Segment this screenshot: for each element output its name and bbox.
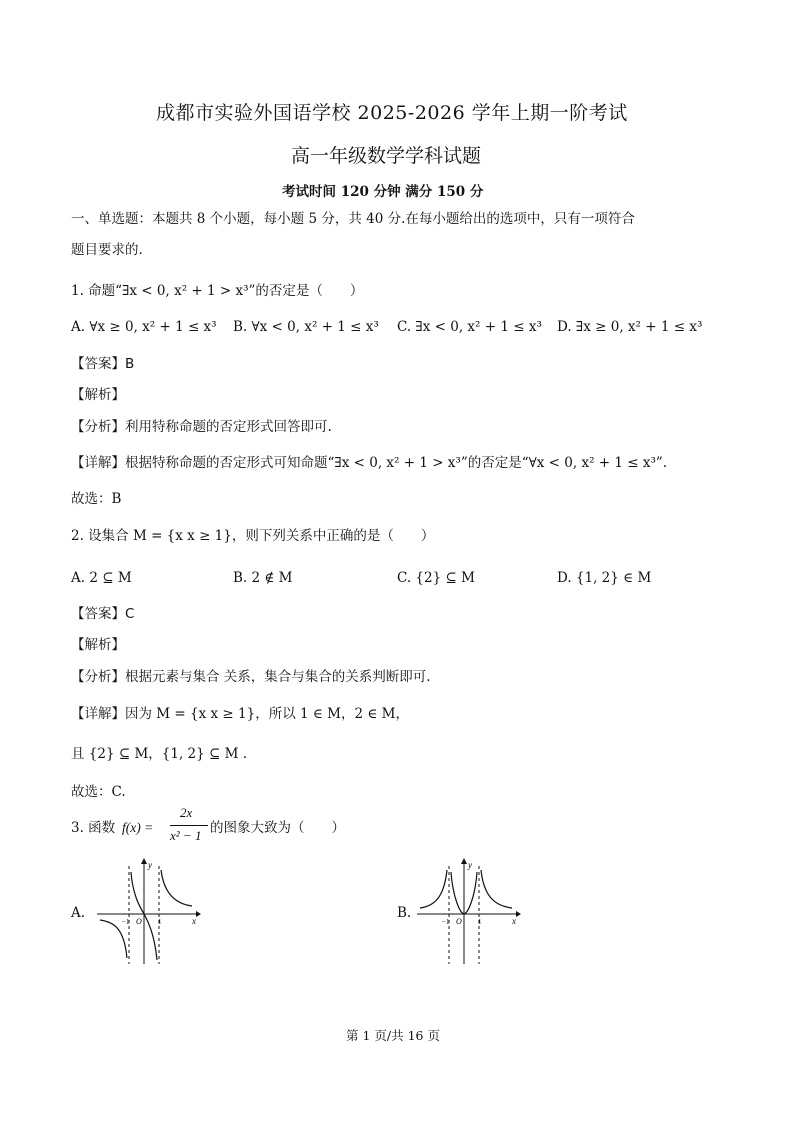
q3-graph-b-tick-pos: 1: [478, 918, 482, 926]
q1-fenxi: 【分析】利用特称命题的否定形式回答即可.: [71, 419, 332, 435]
q3-numerator: 2x: [180, 805, 193, 820]
q3-graph-a-tick-neg: −1: [122, 918, 130, 926]
q2-option-b: B. 2 ∉ M: [233, 570, 293, 586]
q3-graph-b: [412, 858, 522, 968]
section-heading-line1: 一、单选题：本题共 8 个小题，每小题 5 分，共 40 分.在每小题给出的选项中，只有一项符合: [71, 211, 635, 227]
q3-stem-prefix: 3. 函数: [71, 820, 116, 836]
q2-stem: 2. 设集合 M = {x x ≥ 1}，则下列关系中正确的是（ ）: [71, 528, 435, 544]
q1-choose: 故选：B: [71, 491, 122, 507]
q1-stem: 1. 命题“∃x < 0, x² + 1 > x³”的否定是（ ）: [71, 283, 364, 299]
q3-graph-b-x-label: x: [512, 916, 516, 926]
q1-answer: 【答案】B: [71, 356, 135, 372]
q3-graph-a-y-label: y: [148, 860, 152, 870]
q1-analysis: 【解析】: [71, 387, 125, 403]
q2-choose: 故选：C.: [71, 784, 126, 800]
q2-xiangjie: 【详解】因为 M = {x x ≥ 1}，所以 1 ∈ M，2 ∈ M，: [71, 706, 409, 722]
q3-denominator: x² − 1: [170, 828, 202, 843]
exam-title: 成都市实验外国语学校 2025-2026 学年上期一阶考试: [156, 102, 628, 124]
q2-analysis: 【解析】: [71, 637, 125, 653]
q2-line2: 且 {2} ⊆ M，{1, 2} ⊆ M .: [71, 746, 248, 762]
q2-option-a: A. 2 ⊆ M: [71, 570, 132, 586]
q1-option-a: A. ∀x ≥ 0, x² + 1 ≤ x³: [71, 319, 217, 335]
q3-graph-a-x-label: x: [192, 916, 196, 926]
q3-graph-b-origin: O: [456, 917, 462, 926]
q3-option-a-label: A.: [71, 905, 86, 921]
q3-graph-a-tick-pos: 1: [158, 918, 162, 926]
q3-graph-b-y-label: y: [468, 860, 472, 870]
q2-option-c: C. {2} ⊆ M: [397, 570, 475, 586]
page-footer: 第 1 页/共 16 页: [346, 1028, 440, 1043]
q3-fraction-bar: [170, 825, 208, 826]
q1-option-d: D. ∃x ≥ 0, x² + 1 ≤ x³: [557, 319, 703, 335]
q2-option-d: D. {1, 2} ∈ M: [557, 570, 652, 586]
q3-graph-a-origin: O: [136, 917, 142, 926]
exam-meta: 考试时间 120 分钟 满分 150 分: [282, 184, 484, 200]
q3-graph-a: [92, 858, 202, 968]
q2-answer: 【答案】C: [71, 606, 135, 622]
section-heading-line2: 题目要求的.: [71, 242, 143, 258]
q3-option-b-label: B.: [397, 905, 412, 921]
q3-func-lhs: f(x) =: [122, 820, 154, 835]
q3-stem-suffix: 的图象大致为（ ）: [210, 820, 345, 836]
q1-option-c: C. ∃x < 0, x² + 1 ≤ x³: [397, 319, 542, 335]
q2-fenxi: 【分析】根据元素与集合 关系，集合与集合的关系判断即可.: [71, 669, 431, 685]
q3-graph-b-tick-neg: −1: [442, 918, 450, 926]
q1-xiangjie: 【详解】根据特称命题的否定形式可知命题“∃x < 0, x² + 1 > x³”的否定是“∀x < 0, x² + 1 ≤ x³”.: [71, 455, 668, 471]
q1-option-b: B. ∀x < 0, x² + 1 ≤ x³: [233, 319, 379, 335]
exam-subtitle: 高一年级数学学科试题: [291, 145, 482, 167]
